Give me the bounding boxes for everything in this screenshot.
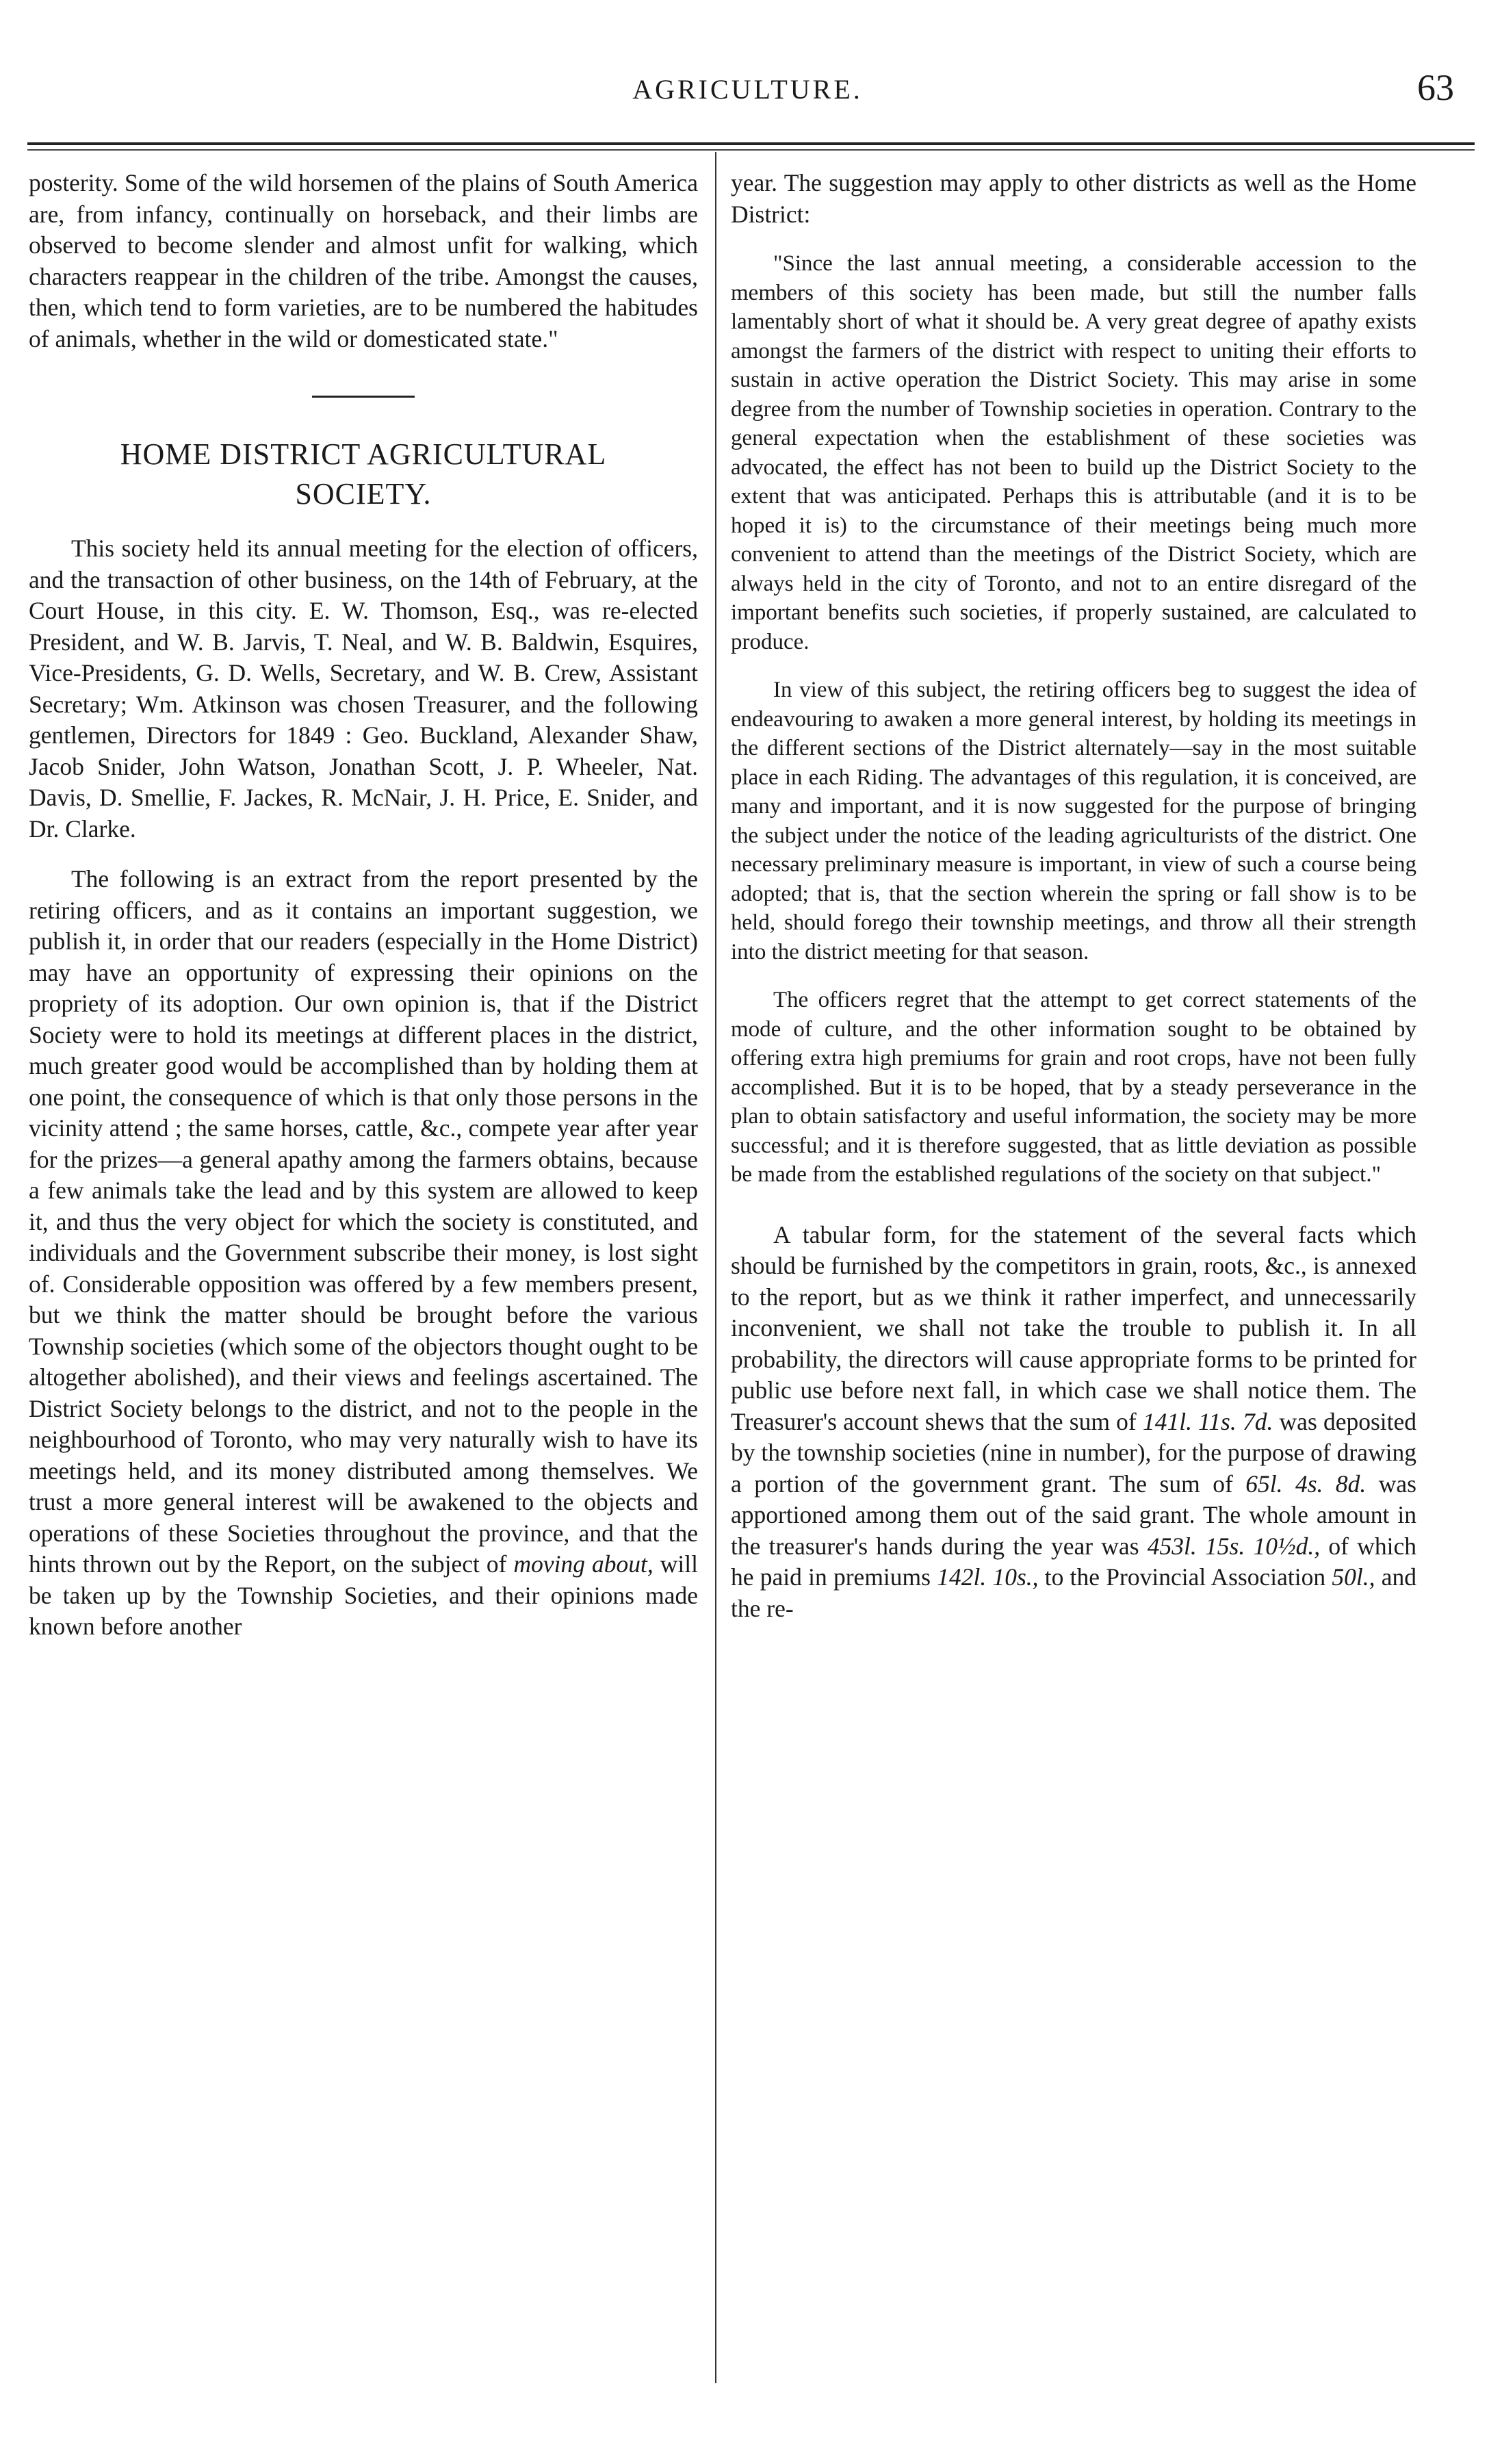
heading-line-2: SOCIETY.: [295, 477, 432, 511]
tabular-text-c: was apportioned among them out of the said grant. The whole amount in the treasurer's hands during the year was: [731, 1470, 1416, 1560]
running-head: AGRICULTURE.: [632, 74, 863, 105]
amount-deposited: 141l. 11s. 7d.: [1142, 1407, 1273, 1435]
tabular-text-a: A tabular form, for the statement of the several facts which should be furnished by the competitors in grain, roots, &c., is annexed to the report, but as we think it rather imperfect, and unnecessarily inconvenient, we shall not take the trouble to publish it. In all probability, the directors will cause appropriate forms to be printed for public use before next fall, in which case we shall notice them. The Treasurer's account shews that the sum of: [731, 1220, 1416, 1435]
header-rule: [27, 142, 1475, 145]
quote-paragraph-3: The officers regret that the attempt to get correct statements of the mode of culture, and the other information sought to be obtained by offering extra high premiums for grain and root crops, have not been fully accomplished. But it is to be hoped, that by a steady perseverance in the plan to obtain satisfactory and useful information, the society may be more successful; and it is therefore suggested, that as little deviation as possible be made from the established regulations of the society on that subject.": [731, 988, 1416, 1187]
section-heading: [29, 435, 698, 514]
header-rule-thin: [27, 149, 1475, 151]
section-separator-rule: [312, 396, 415, 398]
extract-text-b: will be taken up by the Township Societies, and their opinions made known before another: [29, 1550, 698, 1640]
paragraph-annual-meeting: This society held its annual meeting for the election of officers, and the transaction of other business, on the 14th of February, at the Court House, in this city. E. W. Thomson, Esq., was re-elected President, and W. B. Jarvis, T. Neal, and W. B. Baldwin, Esquires, Vice-Presidents, G. D. Wells, Secretary, and W. B. Crew, Assistant Secretary; Wm. Atkinson was chosen Treasurer, and the following gentlemen, Directors for 1849 : Geo. Buckland, Alexander Shaw, Jacob Snider, John Watson, Jonathan Scott, J. P. Wheeler, Nat. Davis, D. Smellie, F. Jackes, R. McNair, J. H. Price, E. Snider, and Dr. Clarke.: [29, 535, 698, 843]
extract-text-a: The following is an extract from the report presented by the retiring officers, and as it contains an important suggestion, we publish it, in order that our readers (especially in the Home District) may have an opportunity of expressing their opinions on the propriety of its adoption. Our own opinion is, that if the District Society were to hold its meetings at different places in the district, much greater good would be accomplished than by holding them at one point, the consequence of which is that only those persons in the vicinity attend ; the same horses, cattle, &c., compete year after year for the prizes—a general apathy among the farmers obtains, because a few animals take the lead and by this system are allowed to keep it, and thus the very object for which the society is constituted, and individuals and the Government subscribe their money, is lost sight of. Considerable opposition was offered by a few members present, but we think the matter should be brought before the various Township societies (which some of the objectors thought ought to be altogether abolished), and their views and feelings ascertained. The District Society belongs to the district, and not to the people in the neighbourhood of Toronto, who may very naturally wish to have its meetings held, and its money distributed among themselves. We trust a more general interest will be awakened to the objects and operations of these Societies throughout the province, and that the hints thrown out by the Report, on the subject of: [29, 865, 698, 1578]
paragraph-suggestion: year. The suggestion may apply to other districts as well as the Home District:: [731, 169, 1416, 228]
page-number: 63: [1417, 67, 1454, 108]
paragraph-extract-intro: [29, 864, 698, 1643]
tabular-text-b: was deposited by the township societies (nine in number), for the purpose of drawing a portion of the government grant. The sum of: [731, 1407, 1417, 1498]
moving-about-italic: moving about,: [513, 1550, 653, 1578]
tabular-text-f: and the re-: [731, 1563, 1416, 1622]
paragraph-posterity: posterity. Some of the wild horsemen of the plains of South America are, from infancy, continually on horseback, and their limbs are observed to become slender and almost unfit for walking, which characters reappear in the children of the tribe. Amongst the causes, then, which tend to form varieties, are to be numbered the habitudes of animals, whether in the wild or domesticated state.": [29, 169, 698, 352]
page-header: [21, 65, 1475, 120]
amount-apportioned: 65l. 4s. 8d.: [1245, 1470, 1367, 1498]
tabular-text-e: to the Provincial Association: [1044, 1563, 1326, 1591]
amount-whole: 453l. 15s. 10½d.,: [1147, 1532, 1321, 1560]
paragraph-tabular-form: [731, 1220, 1416, 1625]
column-divider: [715, 152, 716, 2383]
amount-premiums: 142l. 10s.,: [937, 1563, 1039, 1591]
quote-paragraph-1: "Since the last annual meeting, a considerable accession to the members of this society has been made, but still the number falls lamentably short of what it should be. A very great degree of apathy exists amongst the farmers of the district with respect to uniting their efforts to sustain in active operation the District Society. This may arise in some degree from the number of Township societies in operation. Contrary to the general expectation when the establishment of these societies was advocated, the effect has not been to build up the District Society to the extent that was anticipated. Perhaps this is attributable (and it is to be hoped it is) to the circumstance of their meetings being much more convenient to attend than the meetings of the District Society, which are always held in the city of Toronto, and not to an entire disregard of the important benefits such societies, if properly sustained, are calculated to produce.: [731, 251, 1416, 654]
amount-association: 50l.,: [1332, 1563, 1375, 1591]
tabular-text-d: of which he paid in premiums: [731, 1532, 1416, 1591]
quote-paragraph-2: In view of this subject, the retiring officers beg to suggest the idea of endeavouring to awaken a more general interest, by holding its meetings in the different sections of the District alternately—say in the most suitable place in each Riding. The advantages of this regulation, it is conceived, are many and important, and it is now suggested for the purpose of bringing the subject under the notice of the leading agriculturists of the district. One necessary preliminary measure is important, in view of such a course being adopted; that is, that the section wherein the spring or fall show is to be held, should forego their township meetings, and throw all their strength into the district meeting for that season.: [731, 678, 1416, 964]
heading-line-1: HOME DISTRICT AGRICULTURAL: [120, 437, 607, 471]
right-column: [731, 168, 1416, 1624]
left-column: [29, 168, 698, 1643]
